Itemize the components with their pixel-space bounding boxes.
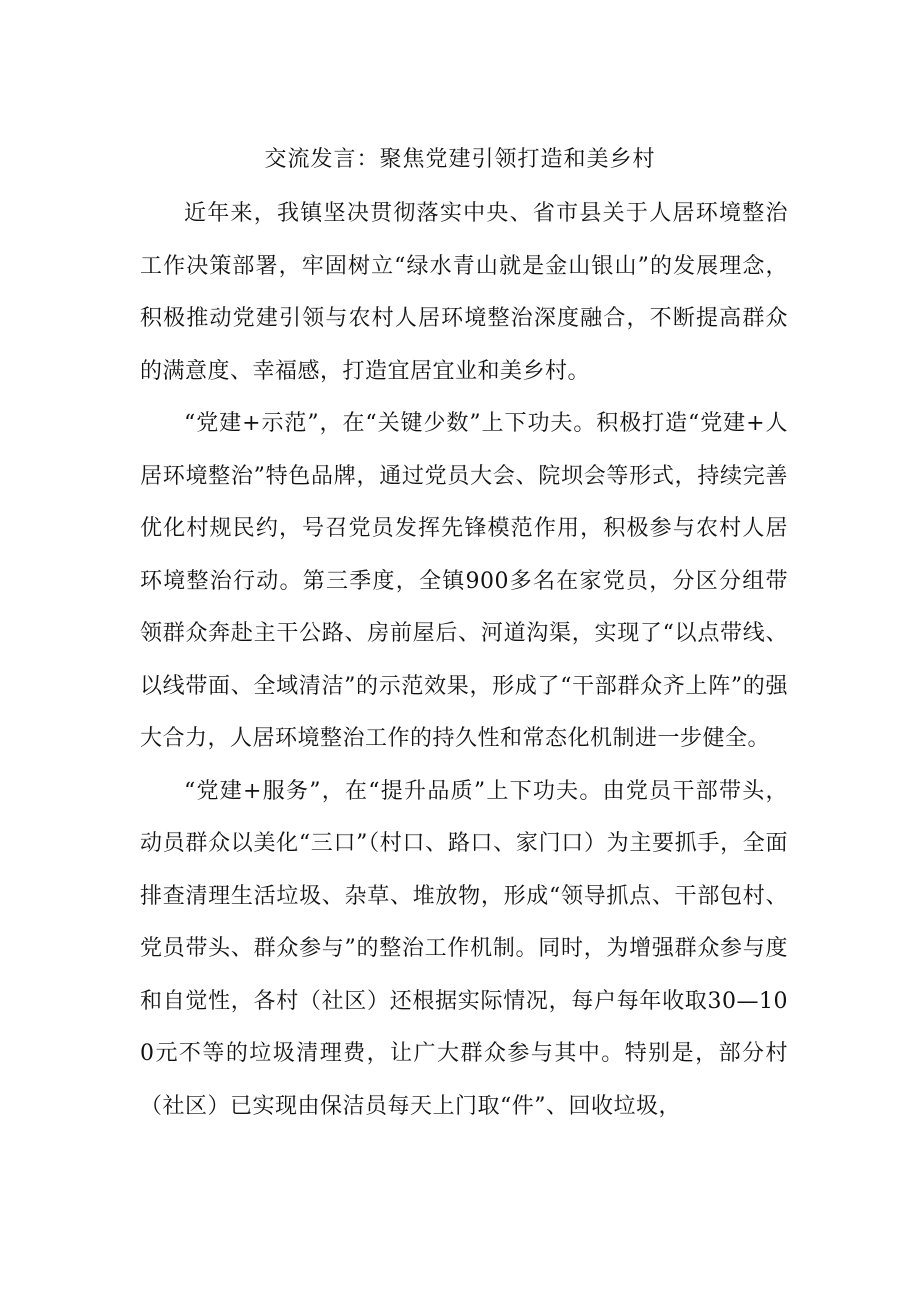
paragraph-service: “党建+服务”，在“提升品质”上下功夫。由党员干部带头，动员群众以美化“三口”（村口、路口、家门口）为主要抓手，全面排查清理生活垃圾、杂草、堆放物，形成“领导抓点、干部包村、党员带头、群众参与”的整治工作机制。同时，为增强群众参与度和自觉性，各村（社区）还根据实际情况，每户每年收取30—100元不等的垃圾清理费，让广大群众参与其中。特别是，部分村（社区）已实现由保洁员每天上门取“件”、回收垃圾， bbox=[140, 778, 788, 1119]
document-title: 交流发言：聚焦党建引领打造和美乡村 bbox=[264, 147, 656, 172]
paragraph-intro: 近年来，我镇坚决贯彻落实中央、省市县关于人居环境整治工作决策部署，牢固树立“绿水青山就是金山银山”的发展理念，积极推动党建引领与农村人居环境整治深度融合，不断提高群众的满意度、幸福感，打造宜居宜业和美乡村。 bbox=[140, 201, 788, 384]
document-body bbox=[140, 188, 788, 1133]
paragraph-demonstration: “党建+示范”，在“关键少数”上下功夫。积极打造“党建+人居环境整治”特色品牌，通过党员大会、院坝会等形式，持续完善优化村规民约，号召党员发挥先锋模范作用，积极参与农村人居环境整治行动。第三季度，全镇900多名在家党员，分区分组带领群众奔赴主干公路、房前屋后、河道沟渠，实现了“以点带线、以线带面、全域清洁”的示范效果，形成了“干部群众齐上阵”的强大合力，人居环境整治工作的持久性和常态化机制进一步健全。 bbox=[140, 411, 788, 751]
